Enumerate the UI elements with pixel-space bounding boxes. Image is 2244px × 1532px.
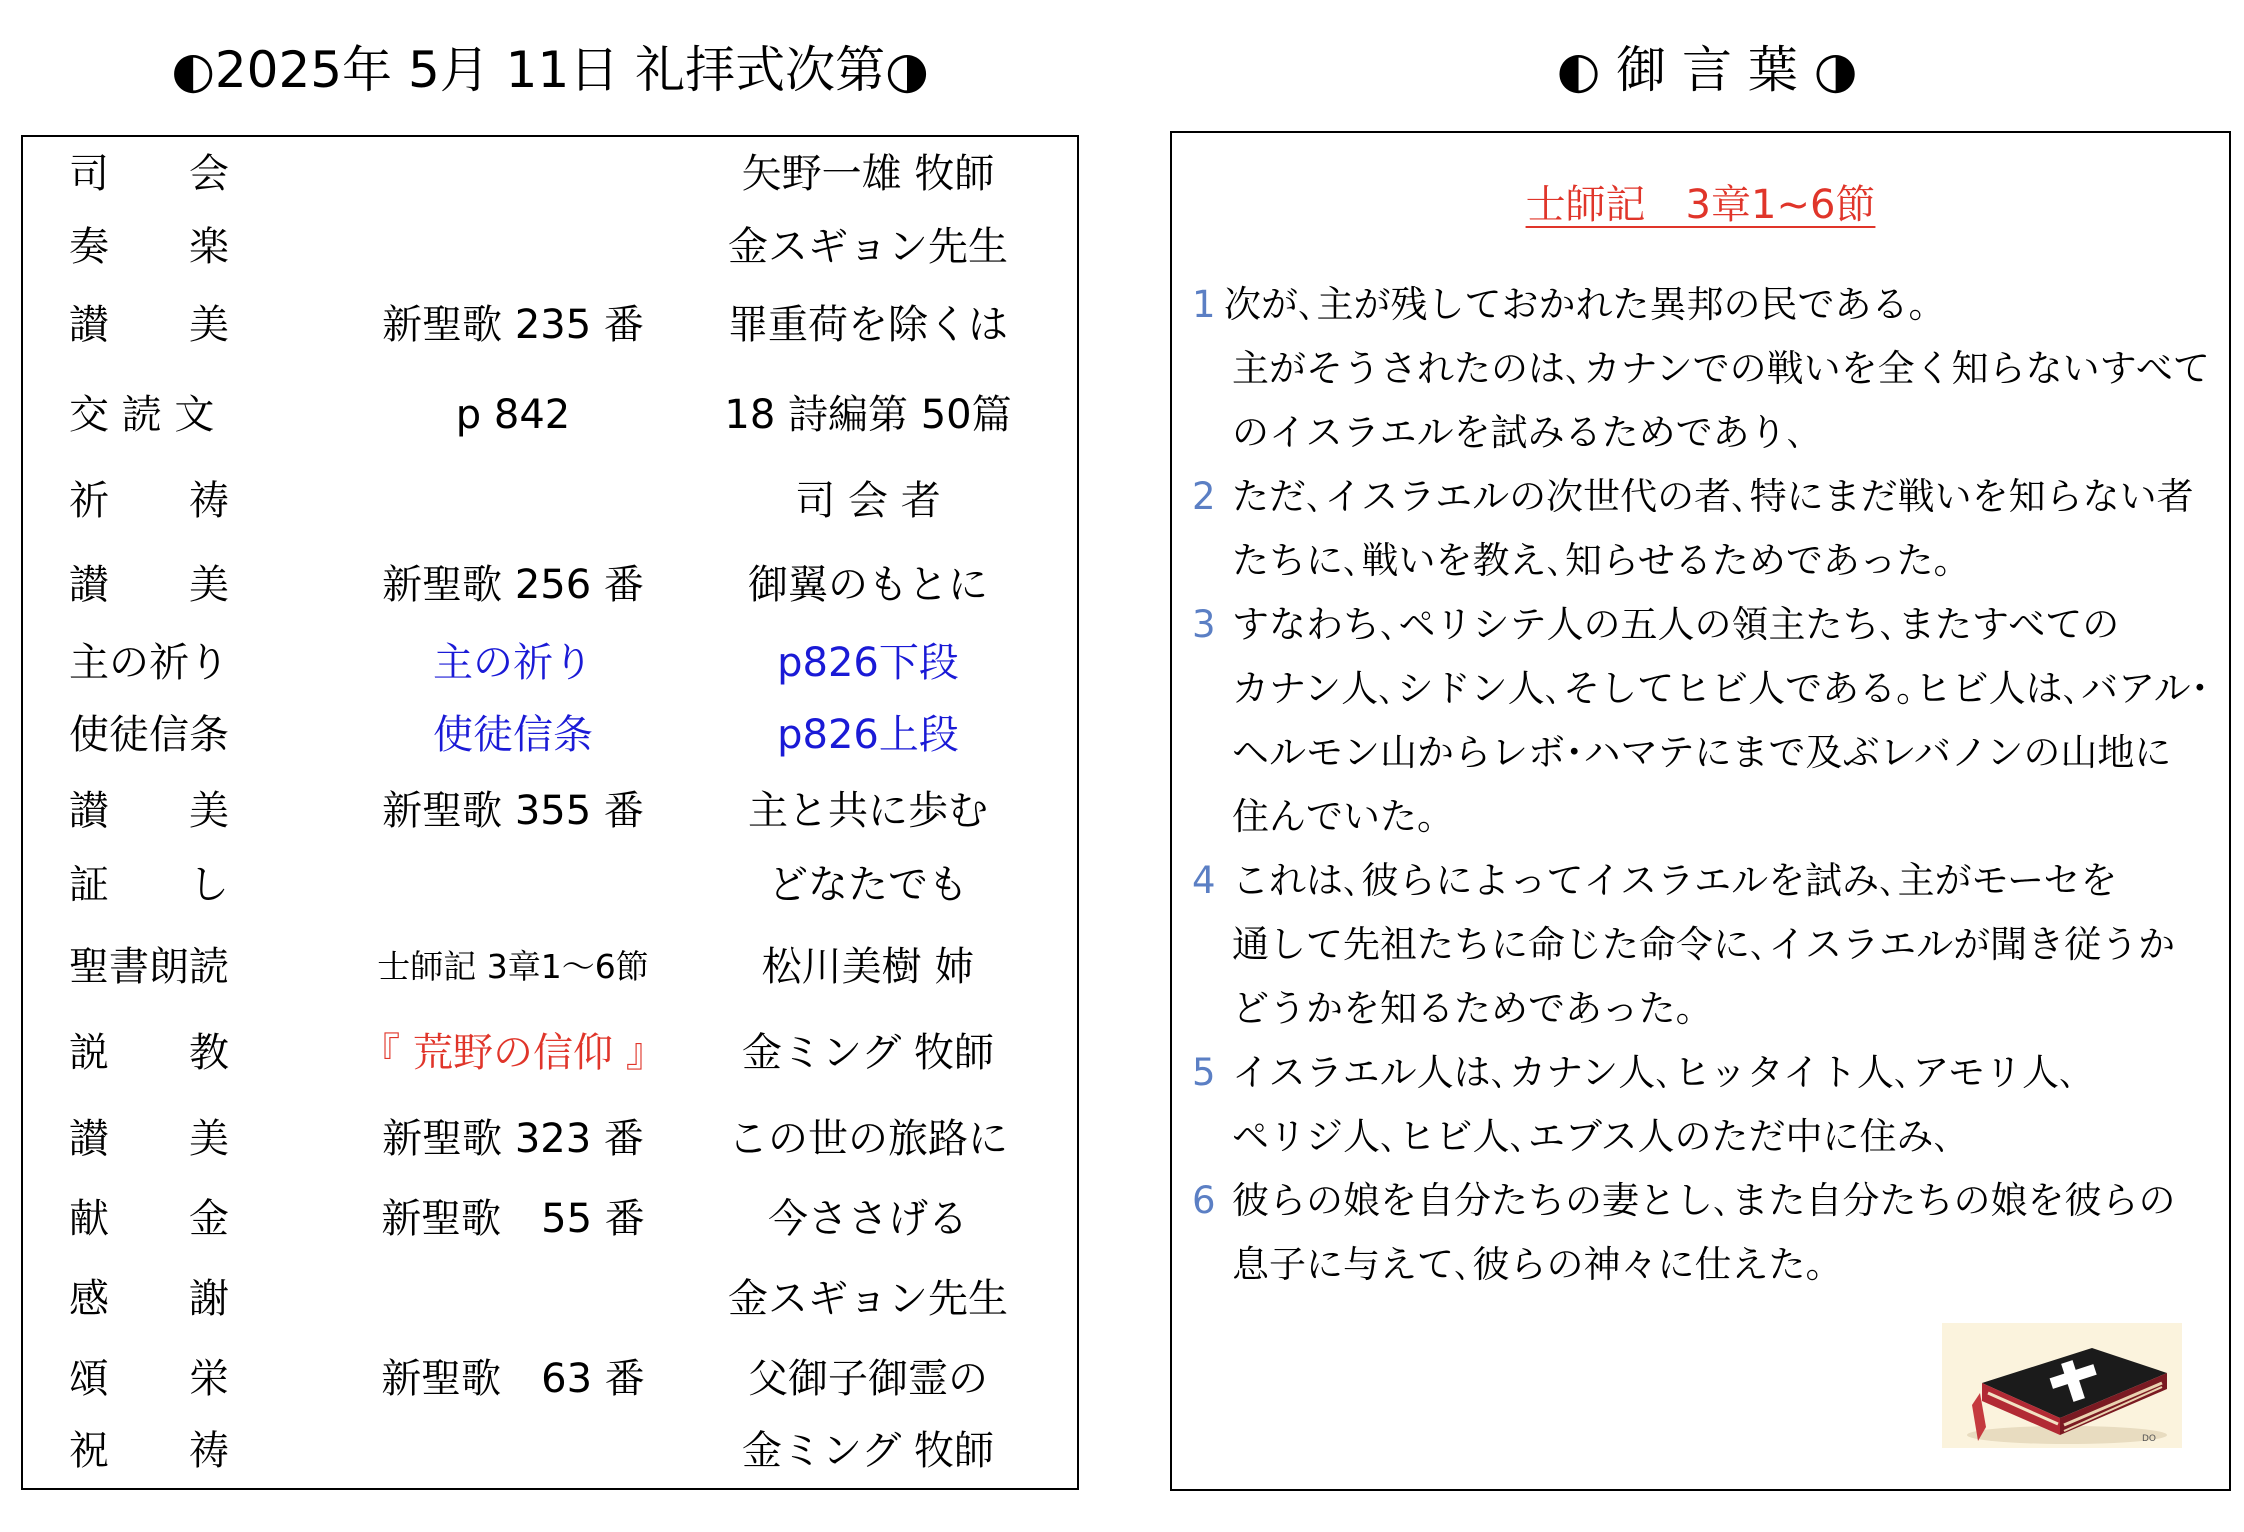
row-detail xyxy=(303,217,723,277)
program-row xyxy=(23,1109,1077,1169)
row-detail xyxy=(303,1421,723,1481)
bible-icon xyxy=(1942,1323,2182,1448)
row-detail: 新聖歌 355 番 xyxy=(382,788,644,834)
verse-text: ペリジ人､ヒビ人､エブス人のただ中に住み､ xyxy=(1232,1115,1953,1158)
row-detail: 新聖歌 55 番 xyxy=(381,1196,645,1242)
row-label: 讃 美 xyxy=(69,1116,229,1162)
row-leader: p826上段 xyxy=(777,712,959,758)
row-leader: 18 詩編第 50篇 xyxy=(724,392,1012,438)
row-leader: 父御子御霊の xyxy=(748,1356,988,1402)
verse-line xyxy=(1192,599,2120,651)
verse-line xyxy=(1232,1239,1843,1291)
row-label: 讃 美 xyxy=(69,562,229,608)
row-label: 使徒信条 xyxy=(69,712,229,758)
verse-title: ◐ 御 言 葉 ◑ xyxy=(1556,41,1858,99)
row-detail: 士師記 3章1～6節 xyxy=(377,947,649,986)
row-leader: 御翼のもとに xyxy=(748,562,988,608)
verse-line xyxy=(1232,663,2209,715)
row-detail: 『 荒野の信仰 』 xyxy=(360,1030,666,1076)
program-row xyxy=(23,633,1077,693)
verse-line xyxy=(1192,279,1946,331)
verse-text: 通して先祖たちに命じた命令に､イスラエルが聞き従うか xyxy=(1232,923,2176,966)
verse-number: 4 xyxy=(1192,859,1216,902)
row-detail: 主の祈り xyxy=(433,640,593,686)
row-leader: どなたでも xyxy=(768,862,968,908)
row-leader: 主と共に歩む xyxy=(748,788,988,834)
verse-line xyxy=(1232,791,1454,843)
row-leader: 金スギョン先生 xyxy=(728,224,1008,270)
verse-line xyxy=(1192,855,2118,907)
verse-text: どうかを知るためであった。 xyxy=(1232,987,1713,1030)
verse-number: 6 xyxy=(1192,1179,1216,1222)
row-detail: 使徒信条 xyxy=(433,712,593,758)
verse-text: 住んでいた。 xyxy=(1232,795,1454,838)
row-detail: 新聖歌 256 番 xyxy=(382,562,644,608)
row-label: 証 し xyxy=(69,862,229,908)
verse-text: 息子に与えて､彼らの神々に仕えた。 xyxy=(1232,1243,1843,1286)
row-label: 主の祈り xyxy=(69,640,229,686)
program-row xyxy=(23,1269,1077,1329)
row-detail: p 842 xyxy=(455,392,571,438)
row-leader: p826下段 xyxy=(777,640,959,686)
program-row xyxy=(23,555,1077,615)
row-leader: 金ミング 牧師 xyxy=(742,1428,994,1474)
verse-line xyxy=(1232,407,1805,459)
program-row xyxy=(23,937,1077,997)
program-row xyxy=(23,1349,1077,1409)
verse-line xyxy=(1232,727,2171,779)
verse-line xyxy=(1232,343,2210,395)
program-row xyxy=(23,217,1077,277)
verse-text: ただ､イスラエルの次世代の者､特にまだ戦いを知らない者 xyxy=(1232,475,2194,518)
verse-text: カナン人､シドン人､そしてヒビ人である｡ヒビ人は､バアル･ xyxy=(1232,667,2210,710)
program-row xyxy=(23,1189,1077,1249)
verse-text: これは､彼らによってイスラエルを試み､主がモーセを xyxy=(1232,859,2118,902)
row-label: 祈 祷 xyxy=(69,478,229,524)
program-title: ◐2025年 5月 11日 礼拝式次第◑ xyxy=(171,41,929,99)
program-row xyxy=(23,781,1077,841)
row-detail xyxy=(303,855,723,915)
row-label: 讃 美 xyxy=(69,302,229,348)
verse-text: 彼らの娘を自分たちの妻とし､また自分たちの娘を彼らの xyxy=(1232,1179,2176,1222)
row-label: 奏 楽 xyxy=(69,224,229,270)
verse-text: 主がそうされたのは､カナンでの戦いを全く知らないすべて xyxy=(1232,347,2210,390)
verse-text: すなわち､ペリシテ人の五人の領主たち､またすべての xyxy=(1232,603,2120,646)
verse-text: イスラエル人は､カナン人､ヒッタイト人､アモリ人､ xyxy=(1232,1051,2078,1094)
verse-number: 5 xyxy=(1192,1051,1216,1094)
row-label: 司 会 xyxy=(69,151,229,197)
row-leader: この世の旅路に xyxy=(728,1116,1008,1162)
row-detail: 新聖歌 235 番 xyxy=(382,302,644,348)
row-leader: 松川美樹 姉 xyxy=(761,944,975,990)
row-label: 讃 美 xyxy=(69,788,229,834)
program-row xyxy=(23,1023,1077,1083)
verse-line xyxy=(1192,1047,2078,1099)
program-row xyxy=(23,471,1077,531)
verse-line xyxy=(1232,535,1971,587)
row-leader: 今ささげる xyxy=(768,1196,968,1242)
verse-text: のイスラエルを試みるためであり､ xyxy=(1232,411,1806,454)
verse-line xyxy=(1232,983,1713,1035)
verse-line xyxy=(1232,919,2175,971)
row-label: 感 謝 xyxy=(69,1276,229,1322)
program-row xyxy=(23,144,1077,204)
verse-text: たちに､戦いを教え､知らせるためであった。 xyxy=(1232,539,1971,582)
row-detail xyxy=(303,144,723,204)
program-row xyxy=(23,1421,1077,1481)
verse-panel xyxy=(1170,131,2231,1491)
row-leader: 矢野一雄 牧師 xyxy=(741,151,995,197)
program-row xyxy=(23,705,1077,765)
verse-number: 1 xyxy=(1192,283,1216,326)
verse-text: 次が､主が残しておかれた異邦の民である。 xyxy=(1224,283,1946,326)
verse-line xyxy=(1192,471,2194,523)
verse-number: 2 xyxy=(1192,475,1216,518)
row-label: 頌 栄 xyxy=(69,1356,229,1402)
program-row xyxy=(23,385,1077,445)
verse-text: ヘルモン山からレボ･ハマテにまで及ぶレバノンの山地に xyxy=(1232,731,2172,774)
row-label: 交 読 文 xyxy=(69,392,215,438)
verse-number: 3 xyxy=(1192,603,1216,646)
verse-line xyxy=(1232,1111,1952,1163)
row-leader: 罪重荷を除くは xyxy=(728,302,1008,348)
row-label: 献 金 xyxy=(69,1196,229,1242)
row-label: 説 教 xyxy=(69,1030,229,1076)
program-row xyxy=(23,855,1077,915)
row-detail: 新聖歌 63 番 xyxy=(381,1356,645,1402)
row-leader: 司 会 者 xyxy=(795,478,941,524)
row-label: 祝 祷 xyxy=(69,1428,229,1474)
row-detail xyxy=(303,471,723,531)
row-detail xyxy=(303,1269,723,1329)
row-detail: 新聖歌 323 番 xyxy=(382,1116,644,1162)
svg-text:DO: DO xyxy=(2142,1434,2157,1444)
row-leader: 金ミング 牧師 xyxy=(742,1030,994,1076)
row-leader: 金スギョン先生 xyxy=(728,1276,1008,1322)
program-row xyxy=(23,295,1077,355)
program-panel xyxy=(21,135,1079,1490)
verse-reference: 士師記 3章1~6節 xyxy=(1525,182,1876,228)
row-label: 聖書朗読 xyxy=(69,944,229,990)
verse-line xyxy=(1192,1175,2176,1227)
